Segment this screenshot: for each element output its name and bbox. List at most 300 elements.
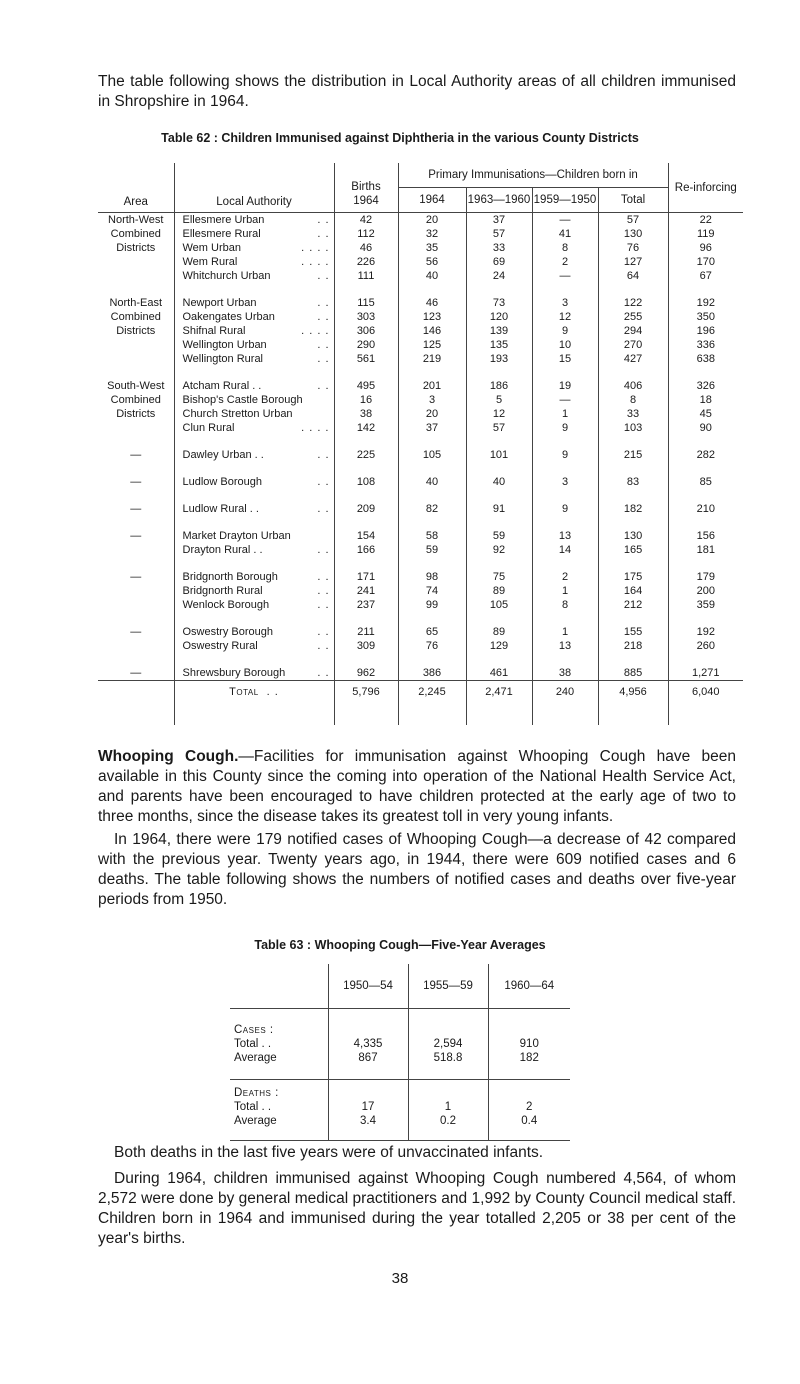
reinforcing-cell: 18	[668, 393, 743, 407]
local-authority-cell	[174, 584, 334, 598]
page-number: 38	[391, 1270, 409, 1287]
local-authority-cell	[174, 255, 334, 269]
period-1950-54: 1950—54	[328, 964, 408, 1009]
primary-total-cell: 427	[598, 352, 668, 366]
births-cell: 38	[334, 407, 398, 421]
header-1964: 1964	[398, 188, 466, 213]
local-authority-name: Wellington Rural	[182, 353, 264, 365]
area-cell: Combined	[110, 228, 161, 240]
local-authority-cell	[174, 310, 334, 324]
local-authority-cell	[174, 269, 334, 283]
primary-1963-1960-cell: 89	[466, 584, 532, 598]
primary-1959-1950-cell: 9	[532, 502, 598, 516]
primary-1959-1950-cell: 15	[532, 352, 598, 366]
cases-total-1950-54: 4,335	[328, 1037, 408, 1051]
table-row	[98, 448, 743, 462]
primary-1964-cell: 98	[398, 570, 466, 584]
primary-total-cell: 165	[598, 543, 668, 557]
primary-1959-1950-cell: 3	[532, 296, 598, 310]
local-authority-name: Oakengates Urban	[182, 311, 275, 323]
area-cell: North-West	[108, 214, 164, 226]
primary-1959-1950-cell: 14	[532, 543, 598, 557]
primary-1964-cell: 76	[398, 639, 466, 653]
area-cell: South-West	[107, 380, 165, 392]
primary-total-cell: 155	[598, 625, 668, 639]
header-births-year: 1964	[353, 195, 379, 207]
births-cell: 46	[334, 241, 398, 255]
primary-total-cell: 215	[598, 448, 668, 462]
total-primary-1963-1960-cell: 2,471	[466, 681, 532, 726]
deaths-total-1950-54: 17	[328, 1100, 408, 1114]
local-authority-cell	[174, 529, 334, 543]
immunised-paragraph: During 1964, children immunised against Whooping Cough numbered 4,564, of whom 2,572 were done by general medical practitioners and 1,992 by County Council medical staff. Children born in 1964 and immunised during the year totalled 2,205 or 38 per cent of the year's births.	[98, 1170, 736, 1247]
local-authority-cell	[174, 407, 334, 421]
leader-dots: . .	[317, 339, 330, 351]
local-authority-cell	[174, 241, 334, 255]
local-authority-cell	[174, 475, 334, 489]
area-cell: —	[130, 530, 142, 542]
reinforcing-cell: 350	[668, 310, 743, 324]
reinforcing-cell: 196	[668, 324, 743, 338]
reinforcing-cell: 1,271	[668, 666, 743, 681]
births-cell: 112	[334, 227, 398, 241]
births-cell: 171	[334, 570, 398, 584]
primary-1964-cell: 46	[398, 296, 466, 310]
births-cell: 154	[334, 529, 398, 543]
births-cell: 561	[334, 352, 398, 366]
table-row	[98, 543, 743, 557]
table-row	[98, 213, 743, 228]
primary-1963-1960-cell: 186	[466, 379, 532, 393]
primary-1963-1960-cell: 129	[466, 639, 532, 653]
births-cell: 42	[334, 213, 398, 228]
table-row	[98, 324, 743, 338]
deaths-average-1950-54: 3.4	[328, 1114, 408, 1141]
primary-1959-1950-cell: 12	[532, 310, 598, 324]
primary-1959-1950-cell: 9	[532, 448, 598, 462]
area-cell	[98, 598, 174, 612]
area-cell	[98, 421, 174, 435]
area-cell: —	[130, 449, 142, 461]
primary-1959-1950-cell: —	[532, 213, 598, 228]
leader-dots: . .	[317, 544, 330, 556]
deaths-label: Deaths :	[234, 1087, 279, 1099]
group-spacer	[98, 435, 743, 448]
primary-1964-cell: 99	[398, 598, 466, 612]
primary-1964-cell: 40	[398, 475, 466, 489]
primary-1964-cell: 40	[398, 269, 466, 283]
leader-dots: . . . .	[301, 325, 330, 337]
primary-1959-1950-cell: 8	[532, 241, 598, 255]
primary-total-cell: 127	[598, 255, 668, 269]
local-authority-name: Oswestry Rural	[182, 640, 258, 652]
area-cell: —	[130, 503, 142, 515]
area-cell	[98, 338, 174, 352]
table-row	[98, 338, 743, 352]
primary-1963-1960-cell: 461	[466, 666, 532, 681]
primary-1959-1950-cell: 8	[532, 598, 598, 612]
deaths-average-1960-64: 0.4	[488, 1114, 570, 1141]
births-cell: 111	[334, 269, 398, 283]
primary-total-cell: 885	[598, 666, 668, 681]
births-cell: 495	[334, 379, 398, 393]
leader-dots: . . . .	[301, 256, 330, 268]
deaths-note-paragraph: Both deaths in the last five years were of unvaccinated infants.	[114, 1144, 544, 1161]
primary-1959-1950-cell: —	[532, 393, 598, 407]
area-cell	[98, 255, 174, 269]
table-row	[98, 241, 743, 255]
leader-dots: . . . .	[301, 242, 330, 254]
births-cell: 115	[334, 296, 398, 310]
group-spacer	[98, 557, 743, 570]
primary-1964-cell: 37	[398, 421, 466, 435]
primary-total-cell: 8	[598, 393, 668, 407]
primary-1963-1960-cell: 69	[466, 255, 532, 269]
primary-1964-cell: 56	[398, 255, 466, 269]
local-authority-cell	[174, 639, 334, 653]
primary-1963-1960-cell: 101	[466, 448, 532, 462]
primary-total-cell: 64	[598, 269, 668, 283]
area-cell: —	[130, 476, 142, 488]
table62-caption: Table 62 : Children Immunised against Diphtheria in the various County Districts	[161, 131, 639, 145]
primary-1963-1960-cell: 12	[466, 407, 532, 421]
total-reinforcing-cell: 6,040	[668, 681, 743, 726]
header-total: Total	[598, 188, 668, 213]
primary-1959-1950-cell: 13	[532, 639, 598, 653]
primary-total-cell: 57	[598, 213, 668, 228]
primary-total-cell: 103	[598, 421, 668, 435]
leader-dots: . .	[317, 270, 330, 282]
primary-1963-1960-cell: 37	[466, 213, 532, 228]
primary-1959-1950-cell: 1	[532, 625, 598, 639]
local-authority-cell	[174, 598, 334, 612]
reinforcing-cell: 192	[668, 296, 743, 310]
reinforcing-cell: 181	[668, 543, 743, 557]
primary-1959-1950-cell: 10	[532, 338, 598, 352]
leader-dots: . .	[317, 667, 330, 679]
reinforcing-cell: 179	[668, 570, 743, 584]
local-authority-name: Wenlock Borough	[182, 599, 270, 611]
primary-1964-cell: 58	[398, 529, 466, 543]
primary-1964-cell: 82	[398, 502, 466, 516]
area-cell	[98, 584, 174, 598]
local-authority-cell	[174, 625, 334, 639]
group-spacer	[98, 489, 743, 502]
primary-1964-cell: 386	[398, 666, 466, 681]
table-row	[98, 269, 743, 283]
table-row	[98, 296, 743, 310]
primary-total-cell: 406	[598, 379, 668, 393]
leader-dots: . .	[317, 380, 330, 392]
local-authority-name: Bishop's Castle Borough	[182, 394, 303, 406]
area-cell: —	[130, 626, 142, 638]
births-cell: 962	[334, 666, 398, 681]
primary-1964-cell: 35	[398, 241, 466, 255]
header-1959-1950: 1959—1950	[532, 188, 598, 213]
group-spacer	[98, 612, 743, 625]
table-row	[98, 421, 743, 435]
leader-dots: . .	[317, 449, 330, 461]
reinforcing-cell: 192	[668, 625, 743, 639]
primary-1964-cell: 74	[398, 584, 466, 598]
births-cell: 166	[334, 543, 398, 557]
local-authority-name: Ludlow Borough	[182, 476, 263, 488]
primary-total-cell: 122	[598, 296, 668, 310]
area-cell: Districts	[116, 408, 156, 420]
table-row	[98, 407, 743, 421]
leader-dots: . .	[317, 311, 330, 323]
primary-1959-1950-cell: 41	[532, 227, 598, 241]
table-row	[98, 502, 743, 516]
local-authority-name: Whitchurch Urban	[182, 270, 271, 282]
primary-1963-1960-cell: 59	[466, 529, 532, 543]
cases-average-1955-59: 518.8	[408, 1051, 488, 1080]
leader-dots: . .	[317, 214, 330, 226]
leader-dots: . .	[317, 503, 330, 515]
leader-dots: . .	[317, 626, 330, 638]
primary-1964-cell: 105	[398, 448, 466, 462]
reinforcing-cell: 210	[668, 502, 743, 516]
primary-total-cell: 294	[598, 324, 668, 338]
reinforcing-cell: 45	[668, 407, 743, 421]
leader-dots: . .	[266, 686, 279, 698]
leader-dots: . .	[317, 599, 330, 611]
header-primary: Primary Immunisations—Children born in	[398, 163, 668, 188]
reinforcing-cell: 282	[668, 448, 743, 462]
primary-1963-1960-cell: 135	[466, 338, 532, 352]
table-row	[98, 393, 743, 407]
local-authority-name: Newport Urban	[182, 297, 257, 309]
cases-average-1950-54: 867	[328, 1051, 408, 1080]
whooping-heading: Whooping Cough.	[98, 748, 239, 765]
table-row	[98, 352, 743, 366]
reinforcing-cell: 85	[668, 475, 743, 489]
primary-1963-1960-cell: 57	[466, 227, 532, 241]
whooping-paragraph-1	[98, 747, 736, 827]
total-births-cell: 5,796	[334, 681, 398, 726]
local-authority-cell	[174, 296, 334, 310]
table-row	[98, 475, 743, 489]
births-cell: 16	[334, 393, 398, 407]
births-cell: 142	[334, 421, 398, 435]
total-primary-1959-1950-cell: 240	[532, 681, 598, 726]
whooping-paragraph-2: In 1964, there were 179 notified cases of Whooping Cough—a decrease of 42 compared with the previous year. Twenty years ago, in 1944, there were 609 notified cases and 6 deaths. The table following shows the numbers of notified cases and deaths over five-year periods from 1950.	[98, 831, 736, 908]
births-cell: 303	[334, 310, 398, 324]
primary-1959-1950-cell: 9	[532, 421, 598, 435]
local-authority-cell	[174, 502, 334, 516]
reinforcing-cell: 336	[668, 338, 743, 352]
primary-1964-cell: 20	[398, 407, 466, 421]
primary-1964-cell: 32	[398, 227, 466, 241]
table-row	[98, 379, 743, 393]
total-row	[98, 681, 743, 726]
births-cell: 211	[334, 625, 398, 639]
local-authority-name: Clun Rural	[182, 422, 235, 434]
header-births	[334, 163, 398, 213]
leader-dots: . .	[317, 353, 330, 365]
local-authority-cell	[174, 213, 334, 228]
local-authority-cell	[174, 352, 334, 366]
local-authority-name: Dawley Urban . .	[182, 449, 264, 461]
table62-body	[98, 213, 743, 726]
table62	[98, 163, 743, 725]
leader-dots: . .	[317, 228, 330, 240]
local-authority-name: Wem Rural	[182, 256, 238, 268]
local-authority-cell	[174, 338, 334, 352]
leader-dots: . .	[317, 297, 330, 309]
primary-1964-cell: 201	[398, 379, 466, 393]
local-authority-cell	[174, 227, 334, 241]
table-row	[98, 570, 743, 584]
primary-total-cell: 212	[598, 598, 668, 612]
births-cell: 108	[334, 475, 398, 489]
primary-1963-1960-cell: 91	[466, 502, 532, 516]
header-local-authority: Local Authority	[174, 163, 334, 213]
primary-1963-1960-cell: 33	[466, 241, 532, 255]
reinforcing-cell: 67	[668, 269, 743, 283]
period-1960-64: 1960—64	[488, 964, 570, 1009]
whooping-text-1: —Facilities for immunisation against Whooping Cough have been available in this County since the coming into operation of the National Health Service Act, and parents have been encouraged to have children protected at the early age of two to three months, since the disease takes its greatest toll in very young infants.	[98, 748, 736, 825]
table-row	[98, 584, 743, 598]
primary-1959-1950-cell: 9	[532, 324, 598, 338]
intro-paragraph: The table following shows the distribution in Local Authority areas of all children immunised in Shropshire in 1964.	[98, 73, 736, 110]
table-row	[98, 227, 743, 241]
local-authority-cell	[174, 421, 334, 435]
area-cell: North-East	[109, 297, 163, 309]
local-authority-cell	[174, 448, 334, 462]
primary-total-cell: 270	[598, 338, 668, 352]
table63	[230, 964, 570, 1141]
table-row	[98, 255, 743, 269]
primary-1964-cell: 65	[398, 625, 466, 639]
reinforcing-cell: 359	[668, 598, 743, 612]
primary-total-cell: 255	[598, 310, 668, 324]
area-cell: Districts	[116, 242, 156, 254]
local-authority-name: Shrewsbury Borough	[182, 667, 286, 679]
total-area-cell	[98, 681, 174, 726]
header-1963-1960: 1963—1960	[466, 188, 532, 213]
births-cell: 309	[334, 639, 398, 653]
primary-1959-1950-cell: 2	[532, 255, 598, 269]
group-spacer	[98, 283, 743, 296]
group-spacer	[98, 516, 743, 529]
primary-1964-cell: 59	[398, 543, 466, 557]
primary-total-cell: 130	[598, 529, 668, 543]
reinforcing-cell: 90	[668, 421, 743, 435]
cases-label: Cases :	[234, 1024, 274, 1036]
primary-1959-1950-cell: —	[532, 269, 598, 283]
area-cell: Combined	[110, 311, 161, 323]
total-primary-total-cell: 4,956	[598, 681, 668, 726]
reinforcing-cell: 119	[668, 227, 743, 241]
header-births-label: Births	[351, 181, 381, 193]
local-authority-name: Oswestry Borough	[182, 626, 273, 638]
area-cell	[98, 639, 174, 653]
reinforcing-cell: 638	[668, 352, 743, 366]
local-authority-name: Atcham Rural . .	[182, 380, 262, 392]
primary-total-cell: 218	[598, 639, 668, 653]
local-authority-name: Ellesmere Rural	[182, 228, 261, 240]
primary-1963-1960-cell: 105	[466, 598, 532, 612]
primary-1963-1960-cell: 57	[466, 421, 532, 435]
cases-total-label: Total . .	[234, 1038, 272, 1050]
local-authority-cell	[174, 379, 334, 393]
group-spacer	[98, 653, 743, 666]
table63-corner	[230, 964, 328, 1009]
primary-1963-1960-cell: 73	[466, 296, 532, 310]
primary-1959-1950-cell: 1	[532, 584, 598, 598]
reinforcing-cell: 260	[668, 639, 743, 653]
local-authority-cell	[174, 393, 334, 407]
group-spacer	[98, 366, 743, 379]
local-authority-name: Wellington Urban	[182, 339, 267, 351]
leader-dots: . .	[317, 571, 330, 583]
primary-1963-1960-cell: 24	[466, 269, 532, 283]
cases-total-1960-64: 910	[488, 1037, 570, 1051]
cases-total-1955-59: 2,594	[408, 1037, 488, 1051]
local-authority-name: Shifnal Rural	[182, 325, 246, 337]
primary-total-cell: 175	[598, 570, 668, 584]
area-cell	[98, 352, 174, 366]
primary-1959-1950-cell: 1	[532, 407, 598, 421]
deaths-average-1955-59: 0.2	[408, 1114, 488, 1141]
primary-1963-1960-cell: 40	[466, 475, 532, 489]
local-authority-name: Bridgnorth Borough	[182, 571, 278, 583]
area-cell	[98, 269, 174, 283]
primary-1963-1960-cell: 193	[466, 352, 532, 366]
births-cell: 290	[334, 338, 398, 352]
total-label-cell	[174, 681, 334, 726]
primary-1959-1950-cell: 2	[532, 570, 598, 584]
total-primary-1964-cell: 2,245	[398, 681, 466, 726]
table-row	[98, 639, 743, 653]
primary-1964-cell: 219	[398, 352, 466, 366]
primary-total-cell: 130	[598, 227, 668, 241]
primary-total-cell: 83	[598, 475, 668, 489]
reinforcing-cell: 156	[668, 529, 743, 543]
local-authority-cell	[174, 543, 334, 557]
primary-total-cell: 76	[598, 241, 668, 255]
primary-1963-1960-cell: 89	[466, 625, 532, 639]
primary-1963-1960-cell: 92	[466, 543, 532, 557]
cases-average-1960-64: 182	[488, 1051, 570, 1080]
deaths-average-label: Average	[234, 1115, 277, 1127]
births-cell: 237	[334, 598, 398, 612]
header-area: Area	[123, 196, 148, 208]
local-authority-name: Wem Urban	[182, 242, 241, 254]
area-cell: Combined	[110, 394, 161, 406]
reinforcing-cell: 96	[668, 241, 743, 255]
local-authority-name: Bridgnorth Rural	[182, 585, 263, 597]
births-cell: 306	[334, 324, 398, 338]
leader-dots: . .	[317, 476, 330, 488]
primary-1959-1950-cell: 3	[532, 475, 598, 489]
reinforcing-cell: 200	[668, 584, 743, 598]
primary-1964-cell: 3	[398, 393, 466, 407]
primary-1964-cell: 20	[398, 213, 466, 228]
primary-1964-cell: 146	[398, 324, 466, 338]
local-authority-name: Market Drayton Urban	[182, 530, 291, 542]
primary-1959-1950-cell: 13	[532, 529, 598, 543]
area-cell	[98, 543, 174, 557]
deaths-total-label: Total . .	[234, 1101, 272, 1113]
deaths-total-1955-59: 1	[408, 1100, 488, 1114]
local-authority-cell	[174, 324, 334, 338]
primary-1964-cell: 125	[398, 338, 466, 352]
area-cell: —	[130, 667, 142, 679]
deaths-total-1960-64: 2	[488, 1100, 570, 1114]
primary-total-cell: 164	[598, 584, 668, 598]
